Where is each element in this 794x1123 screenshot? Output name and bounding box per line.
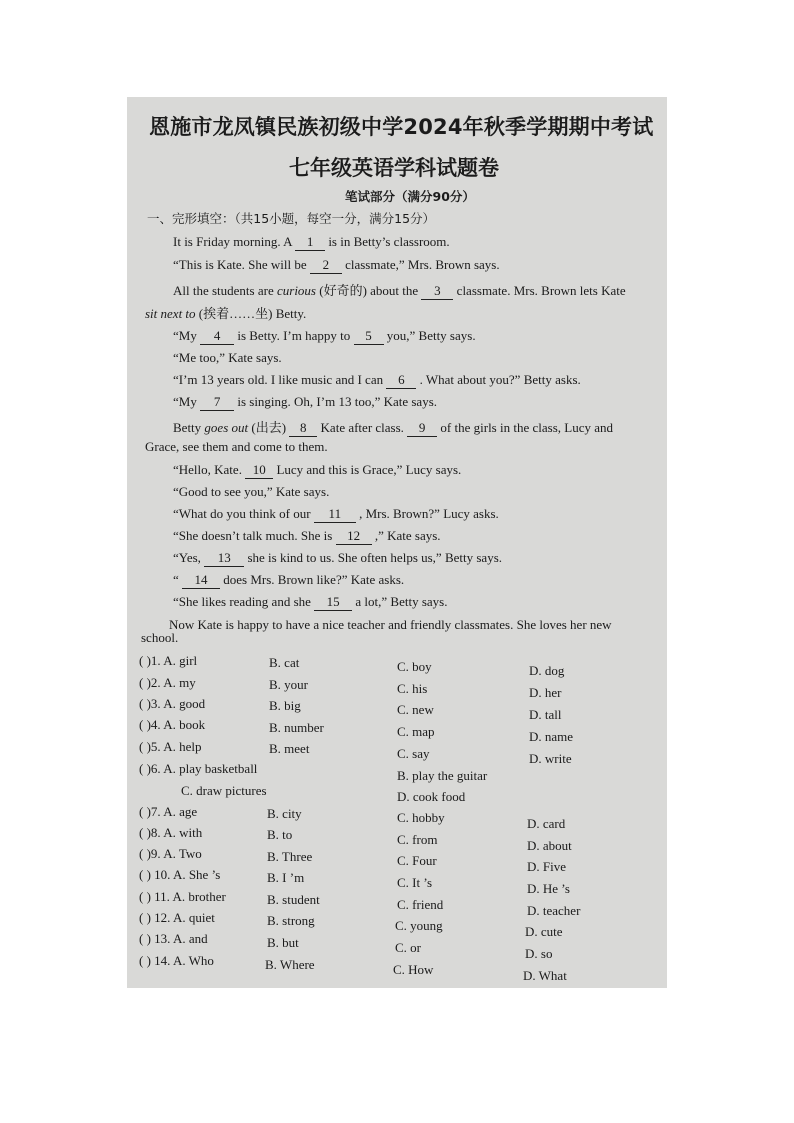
option-d: D. tall	[529, 707, 562, 722]
question-2: ( )2. A. my	[139, 675, 196, 690]
text: Betty	[173, 420, 202, 435]
question-7: ( )7. A. age	[139, 804, 198, 819]
blank-6: 6	[386, 372, 416, 389]
option-d: D. about	[527, 838, 572, 853]
option-d: D. What	[523, 968, 567, 983]
passage-line	[173, 257, 500, 274]
question-12: ( ) 12. A. quiet	[139, 910, 215, 925]
question-11: ( ) 11. A. brother	[139, 889, 226, 904]
exam-score-note: 笔试部分（满分90分）	[345, 189, 475, 204]
option-d: D. so	[525, 946, 553, 961]
option-b: B. meet	[269, 741, 310, 756]
passage-line	[173, 234, 450, 251]
option-b: B. big	[269, 698, 301, 713]
text: (好奇的) about the	[319, 283, 419, 298]
passage-line	[173, 550, 502, 567]
text: classmate,” Mrs. Brown says.	[345, 257, 500, 272]
passage-line	[145, 303, 306, 322]
option-b: B. strong	[267, 913, 315, 928]
option-d: D. cook food	[397, 789, 466, 804]
option-d: D. cute	[525, 924, 563, 939]
option-b: B. Three	[267, 849, 313, 864]
blank-11: 11	[314, 506, 356, 523]
passage-line	[173, 280, 626, 300]
option-b: B. student	[267, 892, 320, 907]
text: Kate after class.	[320, 420, 404, 435]
italic-term: sit next to	[145, 306, 196, 321]
passage-line	[173, 506, 499, 523]
passage-line: “Good to see you,” Kate says.	[173, 484, 330, 499]
italic-term: curious	[276, 283, 316, 298]
option-d: D. write	[529, 751, 572, 766]
passage-line	[173, 572, 404, 589]
option-b: B. but	[267, 935, 299, 950]
question-5: ( )5. A. help	[139, 739, 202, 754]
blank-13: 13	[204, 550, 244, 567]
option-d: D. He ’s	[527, 881, 570, 896]
option-d: D. name	[529, 729, 574, 744]
blank-2: 2	[310, 257, 342, 274]
option-d: D. her	[529, 685, 562, 700]
option-d: D. teacher	[527, 903, 581, 918]
blank-7: 7	[200, 394, 234, 411]
question-14: ( ) 14. A. Who	[139, 953, 214, 968]
text: is singing. Oh, I’m 13 too,” Kate says.	[237, 394, 438, 409]
exam-title: 恩施市龙凤镇民族初级中学2024年秋季学期期中考试	[149, 115, 654, 139]
passage-line	[173, 372, 581, 389]
text: (出去)	[251, 420, 287, 435]
text: ,” Kate says.	[374, 528, 441, 543]
option-c: C. new	[397, 702, 434, 717]
text: “Yes,	[173, 550, 201, 565]
text: , Mrs. Brown?” Lucy asks.	[359, 506, 499, 521]
option-b: B. cat	[269, 655, 300, 670]
text: (挨着……坐) Betty.	[198, 306, 307, 321]
passage-line	[173, 528, 441, 545]
question-3: ( )3. A. good	[139, 696, 206, 711]
text: “	[173, 572, 179, 587]
text: “She doesn’t talk much. She is	[173, 528, 333, 543]
text: “My	[173, 394, 197, 409]
option-c: C. It ’s	[397, 875, 433, 890]
text: “This is Kate. She will be	[173, 257, 307, 272]
question-8: ( )8. A. with	[139, 825, 203, 840]
option-c: C. from	[397, 832, 438, 847]
option-c: C. boy	[397, 659, 432, 674]
exam-subject-title: 七年级英语学科试题卷	[289, 156, 499, 180]
option-c: C. map	[397, 724, 435, 739]
text: “My	[173, 328, 197, 343]
option-d: D. Five	[527, 859, 566, 874]
text: is in Betty’s classroom.	[328, 234, 450, 249]
text: of the girls in the class, Lucy and	[440, 420, 613, 435]
passage-line: “Me too,” Kate says.	[173, 350, 282, 365]
text: Lucy and this is Grace,” Lucy says.	[276, 462, 462, 477]
question-9: ( )9. A. Two	[139, 846, 202, 861]
blank-4: 4	[200, 328, 234, 345]
option-d: D. dog	[529, 663, 565, 678]
text: classmate. Mrs. Brown lets Kate	[456, 283, 626, 298]
blank-3: 3	[421, 283, 453, 300]
option-c: C. draw pictures	[181, 783, 267, 798]
option-c: C. hobby	[397, 810, 445, 825]
italic-term: goes out	[204, 420, 249, 435]
text: “She likes reading and she	[173, 594, 311, 609]
option-b: B. Where	[265, 957, 315, 972]
blank-10: 10	[245, 462, 273, 479]
blank-14: 14	[182, 572, 220, 589]
text: “Hello, Kate.	[173, 462, 242, 477]
option-c: C. young	[395, 918, 443, 933]
option-c: C. How	[393, 962, 434, 977]
blank-12: 12	[336, 528, 372, 545]
blank-1: 1	[295, 234, 325, 251]
option-c: C. his	[397, 681, 428, 696]
question-4: ( )4. A. book	[139, 717, 206, 732]
option-b: B. your	[269, 677, 308, 692]
text: “I’m 13 years old. I like music and I can	[173, 372, 384, 387]
text: It is Friday morning. A	[173, 234, 292, 249]
passage-line: school.	[141, 630, 179, 645]
option-c: C. Four	[397, 853, 437, 868]
option-b: B. I ’m	[267, 870, 305, 885]
exam-paper	[127, 97, 667, 988]
text: a lot,” Betty says.	[355, 594, 448, 609]
text: is Betty. I’m happy to	[237, 328, 351, 343]
question-1: ( )1. A. girl	[139, 653, 198, 668]
passage-line	[173, 462, 461, 479]
option-b: B. city	[267, 806, 302, 821]
question-6: ( )6. A. play basketball	[139, 761, 258, 776]
blank-8: 8	[289, 420, 317, 437]
text: you,” Betty says.	[386, 328, 476, 343]
section-heading-cloze: 一、完形填空：（共15小题，每空一分，满分15分）	[147, 211, 436, 226]
question-10: ( ) 10. A. She ’s	[139, 867, 221, 882]
text: . What about you?” Betty asks.	[419, 372, 581, 387]
option-c: C. friend	[397, 897, 444, 912]
option-b: B. to	[267, 827, 293, 842]
passage-line	[173, 328, 476, 345]
passage-line	[173, 394, 437, 411]
option-c: C. say	[397, 746, 430, 761]
text: does Mrs. Brown like?” Kate asks.	[223, 572, 405, 587]
passage-line	[173, 594, 447, 611]
option-c: C. or	[395, 940, 421, 955]
option-b: B. number	[269, 720, 324, 735]
option-b: B. play the guitar	[397, 768, 488, 783]
passage-line: Grace, see them and come to them.	[145, 439, 328, 454]
blank-5: 5	[354, 328, 384, 345]
text: she is kind to us. She often helps us,” Betty says.	[247, 550, 503, 565]
blank-9: 9	[407, 420, 437, 437]
passage-line: Now Kate is happy to have a nice teacher and friendly classmates. She loves her new	[169, 617, 612, 632]
text: All the students are	[173, 283, 274, 298]
question-13: ( ) 13. A. and	[139, 931, 208, 946]
blank-15: 15	[314, 594, 352, 611]
option-d: D. card	[527, 816, 566, 831]
passage-line	[173, 417, 613, 437]
text: “What do you think of our	[173, 506, 311, 521]
